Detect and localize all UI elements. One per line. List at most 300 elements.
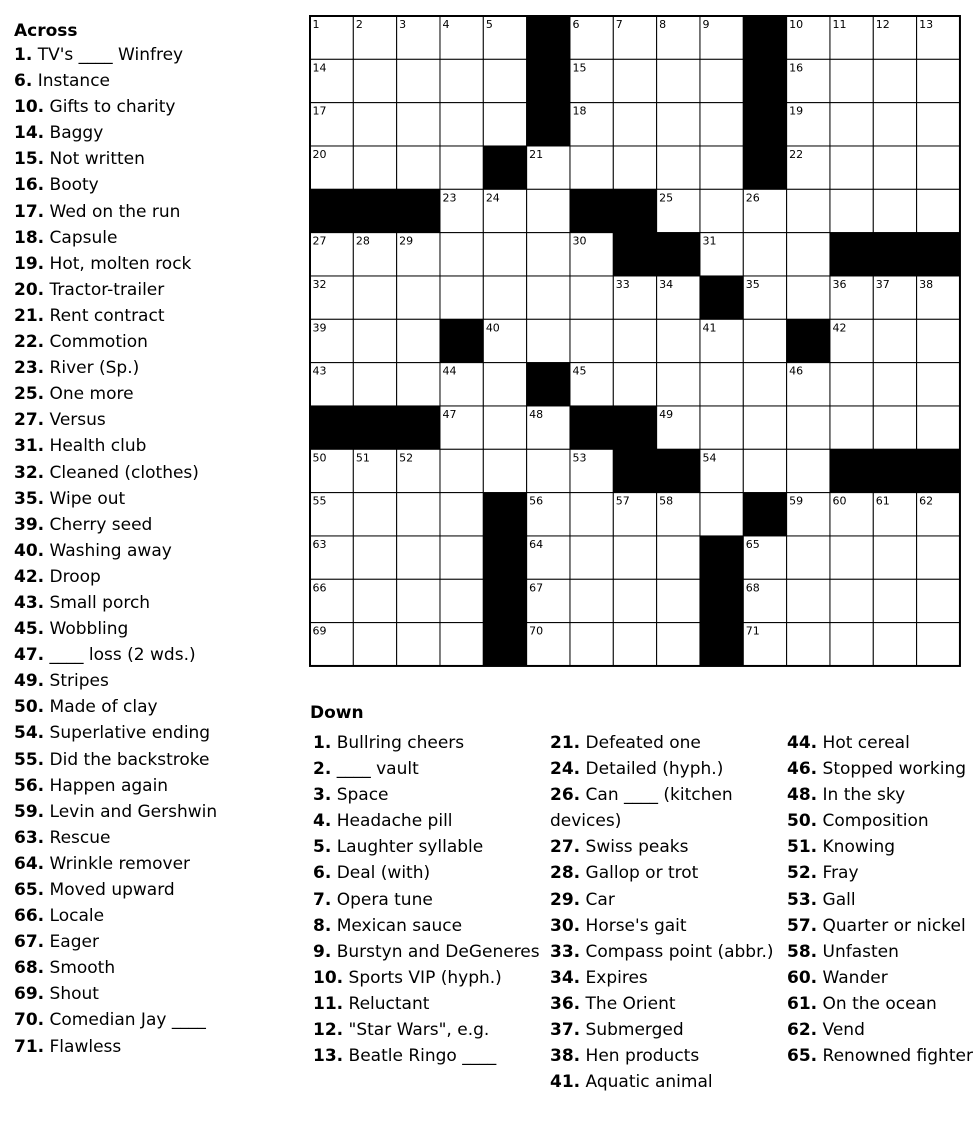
grid-cell[interactable] <box>483 449 526 492</box>
grid-block <box>613 449 656 492</box>
clue-text: One more <box>49 384 134 405</box>
grid-cell[interactable] <box>830 623 873 666</box>
clue-number: 66. <box>14 906 45 927</box>
clue-item <box>14 303 304 329</box>
grid-cell[interactable] <box>613 623 656 666</box>
clue-item <box>787 834 975 860</box>
grid-cell[interactable] <box>397 536 440 579</box>
cell-number: 22 <box>789 147 804 161</box>
grid-cell[interactable] <box>743 406 786 449</box>
grid-cell[interactable] <box>873 319 916 362</box>
grid-block <box>743 59 786 102</box>
cell-number: 52 <box>399 451 414 465</box>
clue-number: 65. <box>14 880 45 900</box>
clue-text: Rent contract <box>49 305 165 326</box>
clue-text: Space <box>336 785 389 806</box>
clue-number: 59. <box>14 801 45 822</box>
cell-number: 18 <box>572 104 587 118</box>
grid-cell[interactable] <box>657 146 700 189</box>
clue-text: Hot, molten rock <box>49 253 192 274</box>
across-clue-list <box>14 42 304 1060</box>
cell-number: 20 <box>312 147 327 161</box>
clue-text: Deal (with) <box>336 863 431 884</box>
grid-cell[interactable] <box>570 319 613 362</box>
grid-cell[interactable] <box>917 146 960 189</box>
grid-cell[interactable] <box>570 579 613 622</box>
clue-item <box>14 538 304 564</box>
grid-cell[interactable] <box>743 449 786 492</box>
grid-cell[interactable] <box>787 449 830 492</box>
grid-cell[interactable] <box>440 579 483 622</box>
clue-item <box>550 965 778 991</box>
grid-cell[interactable] <box>787 406 830 449</box>
grid-cell[interactable] <box>873 406 916 449</box>
cell-number: 28 <box>355 234 370 248</box>
cell-number: 11 <box>832 18 847 31</box>
grid-block <box>743 146 786 189</box>
grid-cell[interactable] <box>917 189 960 232</box>
clue-number: 6. <box>313 863 332 884</box>
grid-cell[interactable] <box>353 146 396 189</box>
cell-number: 2 <box>355 18 363 31</box>
grid-cell[interactable] <box>353 319 396 362</box>
cell-number: 70 <box>529 624 544 638</box>
clue-item <box>14 1034 304 1060</box>
grid-block <box>353 406 396 449</box>
clue-number: 14. <box>14 123 45 144</box>
clue-number: 26. <box>550 785 581 806</box>
clue-text: Happen again <box>49 775 169 796</box>
clue-text: Mexican sauce <box>336 915 463 936</box>
grid-cell[interactable] <box>353 363 396 406</box>
clue-number: 4. <box>313 811 332 832</box>
clue-number: 62. <box>787 1020 818 1041</box>
grid-block <box>527 103 570 146</box>
clue-text: Wrinkle remover <box>49 853 191 874</box>
grid-cell[interactable] <box>917 363 960 406</box>
cell-number: 19 <box>789 104 804 118</box>
clue-text: Comedian Jay ____ <box>49 1010 206 1031</box>
grid-cell[interactable] <box>787 189 830 232</box>
grid-block <box>700 623 743 666</box>
cell-number: 6 <box>572 18 580 31</box>
grid-cell[interactable] <box>613 319 656 362</box>
grid-cell[interactable] <box>613 59 656 102</box>
grid-cell[interactable] <box>657 59 700 102</box>
clue-item <box>14 407 304 433</box>
clue-item <box>787 1017 975 1043</box>
grid-cell[interactable] <box>743 319 786 362</box>
clue-item <box>787 782 975 808</box>
clue-item <box>787 756 975 782</box>
grid-cell[interactable] <box>397 276 440 319</box>
clue-number: 31. <box>14 436 45 457</box>
cell-number: 21 <box>529 147 544 161</box>
grid-cell[interactable] <box>873 579 916 622</box>
grid-cell[interactable] <box>483 276 526 319</box>
grid-cell[interactable] <box>397 363 440 406</box>
cell-number: 58 <box>659 494 674 508</box>
grid-cell[interactable] <box>440 623 483 666</box>
grid-cell[interactable] <box>353 579 396 622</box>
grid-cell[interactable] <box>787 233 830 276</box>
grid-cell[interactable] <box>397 59 440 102</box>
clue-item <box>787 730 975 756</box>
clue-text: River (Sp.) <box>49 358 140 379</box>
clue-number: 37. <box>550 1020 581 1041</box>
grid-cell[interactable] <box>830 103 873 146</box>
clue-text: Aquatic animal <box>585 1072 713 1093</box>
grid-cell[interactable] <box>700 363 743 406</box>
clue-item <box>14 773 304 799</box>
grid-cell[interactable] <box>397 579 440 622</box>
clue-text: Shout <box>49 984 99 1005</box>
grid-cell[interactable] <box>353 623 396 666</box>
clue-text: Fray <box>822 863 859 884</box>
clue-item <box>14 199 304 225</box>
across-heading: Across <box>14 21 78 41</box>
grid-block <box>527 16 570 59</box>
cell-number: 14 <box>312 61 327 75</box>
grid-cell[interactable] <box>613 146 656 189</box>
grid-cell[interactable] <box>917 623 960 666</box>
clue-text: Stopped working <box>822 759 967 780</box>
grid-block <box>397 406 440 449</box>
grid-cell[interactable] <box>440 449 483 492</box>
grid-cell[interactable] <box>397 493 440 536</box>
clue-number: 71. <box>14 1036 45 1057</box>
cell-number: 51 <box>355 451 370 465</box>
clue-item <box>313 860 541 886</box>
grid-cell[interactable] <box>700 146 743 189</box>
cell-number: 37 <box>875 277 890 291</box>
grid-cell[interactable] <box>570 536 613 579</box>
grid-cell[interactable] <box>657 579 700 622</box>
clue-number: 10. <box>313 967 344 988</box>
clue-item <box>14 1007 304 1033</box>
clue-item <box>313 782 541 808</box>
grid-block <box>353 189 396 232</box>
grid-cell[interactable] <box>917 536 960 579</box>
clue-item <box>313 991 541 1017</box>
clue-item <box>313 913 541 939</box>
clue-text: Swiss peaks <box>585 837 689 858</box>
clue-text: Wobbling <box>49 619 129 640</box>
grid-cell[interactable] <box>353 276 396 319</box>
clue-number: 49. <box>14 671 45 692</box>
grid-cell[interactable] <box>830 406 873 449</box>
clue-item <box>787 965 975 991</box>
clue-text: Composition <box>822 811 929 832</box>
grid-cell[interactable] <box>527 276 570 319</box>
cell-number: 17 <box>312 104 327 118</box>
clue-item <box>14 94 304 120</box>
cell-number: 5 <box>485 18 493 31</box>
clue-item <box>14 486 304 512</box>
clue-number: 36. <box>550 993 581 1014</box>
grid-cell[interactable] <box>873 363 916 406</box>
grid-cell[interactable] <box>787 623 830 666</box>
cell-number: 42 <box>832 321 847 335</box>
grid-cell[interactable] <box>917 59 960 102</box>
grid-block <box>830 233 873 276</box>
grid-cell[interactable] <box>527 189 570 232</box>
clue-number: 28. <box>550 863 581 884</box>
grid-cell[interactable] <box>787 579 830 622</box>
grid-cell[interactable] <box>440 103 483 146</box>
clue-number: 41. <box>550 1072 581 1093</box>
grid-cell[interactable] <box>353 493 396 536</box>
clue-item <box>313 730 541 756</box>
clue-number: 3. <box>313 785 332 806</box>
grid-cell[interactable] <box>440 146 483 189</box>
clue-number: 13. <box>313 1046 344 1067</box>
clue-number: 33. <box>550 941 581 962</box>
grid-cell[interactable] <box>440 536 483 579</box>
clue-number: 8. <box>313 915 332 936</box>
grid-cell[interactable] <box>527 233 570 276</box>
cell-number: 29 <box>399 234 414 248</box>
clue-text: Defeated one <box>585 733 701 753</box>
clue-text: Cherry seed <box>49 514 153 535</box>
clue-item <box>14 381 304 407</box>
grid-cell[interactable] <box>440 59 483 102</box>
clue-number: 58. <box>787 941 818 962</box>
grid-cell[interactable] <box>570 276 613 319</box>
clue-number: 9. <box>313 941 332 962</box>
grid-cell[interactable] <box>353 536 396 579</box>
cell-number: 71 <box>745 624 760 638</box>
clue-number: 30. <box>550 915 581 936</box>
grid-block <box>917 233 960 276</box>
cell-number: 7 <box>615 18 623 31</box>
cell-number: 44 <box>442 364 457 378</box>
grid-cell[interactable] <box>397 146 440 189</box>
clue-text: Opera tune <box>336 889 433 910</box>
clue-number: 60. <box>787 967 818 988</box>
grid-cell[interactable] <box>830 189 873 232</box>
grid-cell[interactable] <box>657 623 700 666</box>
grid-block <box>830 449 873 492</box>
cell-number: 31 <box>702 234 717 248</box>
clue-item <box>14 903 304 929</box>
grid-block <box>310 406 353 449</box>
cell-number: 10 <box>789 18 804 31</box>
clue-number: 51. <box>787 837 818 858</box>
grid-cell[interactable] <box>873 189 916 232</box>
clue-item <box>787 939 975 965</box>
cell-number: 63 <box>312 537 327 551</box>
cell-number: 30 <box>572 234 587 248</box>
clue-text: Baggy <box>49 123 104 144</box>
clue-number: 22. <box>14 332 45 353</box>
clue-item <box>14 616 304 642</box>
clue-item <box>14 433 304 459</box>
grid-cell[interactable] <box>700 493 743 536</box>
clue-text: Unfasten <box>822 941 899 962</box>
grid-block <box>743 16 786 59</box>
clue-item <box>14 277 304 303</box>
grid-cell[interactable] <box>657 319 700 362</box>
grid-cell[interactable] <box>527 319 570 362</box>
grid-cell[interactable] <box>440 493 483 536</box>
grid-cell[interactable] <box>873 146 916 189</box>
clue-number: 48. <box>787 785 818 806</box>
clue-item <box>787 991 975 1017</box>
cell-number: 9 <box>702 18 710 31</box>
clue-item <box>14 955 304 981</box>
grid-cell[interactable] <box>787 536 830 579</box>
grid-cell[interactable] <box>397 103 440 146</box>
grid-cell[interactable] <box>743 363 786 406</box>
clue-text: Versus <box>49 410 106 431</box>
grid-cell[interactable] <box>353 59 396 102</box>
cell-number: 53 <box>572 451 587 465</box>
grid-block <box>483 493 526 536</box>
clue-text: Beatle Ringo ____ <box>348 1046 497 1067</box>
clue-number: 20. <box>14 279 45 300</box>
grid-cell[interactable] <box>613 579 656 622</box>
grid-block <box>657 449 700 492</box>
grid-cell[interactable] <box>873 59 916 102</box>
clue-text: Commotion <box>49 332 148 353</box>
clue-text: ____ vault <box>336 759 419 780</box>
grid-cell[interactable] <box>613 363 656 406</box>
clue-text: Hen products <box>585 1046 700 1067</box>
grid-cell[interactable] <box>830 59 873 102</box>
clue-number: 44. <box>787 733 818 753</box>
cell-number: 41 <box>702 321 717 335</box>
clue-item <box>14 825 304 851</box>
grid-cell[interactable] <box>700 103 743 146</box>
grid-cell[interactable] <box>700 59 743 102</box>
clue-number: 5. <box>313 837 332 858</box>
clue-item <box>787 808 975 834</box>
grid-cell[interactable] <box>917 319 960 362</box>
clue-number: 7. <box>313 889 332 910</box>
grid-cell[interactable] <box>613 536 656 579</box>
grid-block <box>440 319 483 362</box>
grid-block <box>613 233 656 276</box>
clue-number: 56. <box>14 775 45 796</box>
clue-text: Booty <box>49 175 99 196</box>
cell-number: 45 <box>572 364 587 378</box>
cell-number: 50 <box>312 451 327 465</box>
cell-number: 46 <box>789 364 804 378</box>
grid-cell[interactable] <box>657 363 700 406</box>
clue-item <box>14 355 304 381</box>
clue-number: 27. <box>550 837 581 858</box>
grid-cell[interactable] <box>830 363 873 406</box>
clue-text: Gall <box>822 889 856 910</box>
grid-cell[interactable] <box>917 406 960 449</box>
grid-cell[interactable] <box>483 363 526 406</box>
grid-cell[interactable] <box>657 536 700 579</box>
grid-block <box>657 233 700 276</box>
clue-number: 39. <box>14 514 45 535</box>
down-clues-column-3 <box>787 730 975 1069</box>
grid-cell[interactable] <box>657 103 700 146</box>
clue-text: Gifts to charity <box>49 97 176 118</box>
grid-cell[interactable] <box>787 276 830 319</box>
cell-number: 36 <box>832 277 847 291</box>
grid-block <box>700 276 743 319</box>
grid-cell[interactable] <box>917 103 960 146</box>
grid-cell[interactable] <box>440 276 483 319</box>
clue-number: 70. <box>14 1010 45 1031</box>
clue-item <box>787 1043 975 1069</box>
grid-cell[interactable] <box>527 449 570 492</box>
clue-item <box>14 42 304 68</box>
grid-cell[interactable] <box>830 536 873 579</box>
clue-text: Horse's gait <box>585 915 687 936</box>
clue-number: 35. <box>14 488 45 509</box>
grid-cell[interactable] <box>743 233 786 276</box>
cell-number: 26 <box>745 191 760 205</box>
clue-item <box>313 965 541 991</box>
grid-cell[interactable] <box>483 406 526 449</box>
clue-text: ____ loss (2 wds.) <box>49 645 196 666</box>
clue-item <box>14 512 304 538</box>
clue-item <box>14 720 304 746</box>
clue-text: Vend <box>822 1020 865 1041</box>
grid-block <box>873 449 916 492</box>
grid-cell[interactable] <box>483 59 526 102</box>
clue-number: 57. <box>787 915 818 936</box>
grid-cell[interactable] <box>570 146 613 189</box>
cell-number: 47 <box>442 407 457 421</box>
grid-block <box>570 189 613 232</box>
clue-text: Not written <box>49 149 145 170</box>
grid-cell[interactable] <box>397 319 440 362</box>
grid-cell[interactable] <box>917 579 960 622</box>
clue-number: 29. <box>550 889 581 910</box>
clue-text: Detailed (hyph.) <box>585 759 724 780</box>
grid-cell[interactable] <box>397 623 440 666</box>
clue-number: 65. <box>787 1046 818 1067</box>
grid-cell[interactable] <box>440 233 483 276</box>
grid-cell[interactable] <box>483 233 526 276</box>
clue-item <box>14 329 304 355</box>
grid-cell[interactable] <box>873 623 916 666</box>
grid-cell[interactable] <box>570 493 613 536</box>
grid-cell[interactable] <box>873 536 916 579</box>
grid-block <box>527 59 570 102</box>
clue-number: 61. <box>787 993 818 1014</box>
grid-cell[interactable] <box>700 189 743 232</box>
clue-number: 45. <box>14 619 45 640</box>
grid-cell[interactable] <box>830 146 873 189</box>
grid-cell[interactable] <box>700 406 743 449</box>
grid-cell[interactable] <box>873 103 916 146</box>
cell-number: 60 <box>832 494 847 508</box>
grid-cell[interactable] <box>483 103 526 146</box>
clue-item <box>550 1069 778 1095</box>
grid-cell[interactable] <box>613 103 656 146</box>
clue-item <box>550 860 778 886</box>
clue-text: Car <box>585 889 615 910</box>
clue-item <box>550 834 778 860</box>
clue-text: Headache pill <box>336 811 453 832</box>
grid-cell[interactable] <box>353 103 396 146</box>
grid-cell[interactable] <box>570 623 613 666</box>
cell-number: 27 <box>312 234 327 248</box>
clue-number: 10. <box>14 97 45 118</box>
clue-text: Stripes <box>49 671 109 692</box>
grid-cell[interactable] <box>830 579 873 622</box>
clue-number: 23. <box>14 358 45 379</box>
grid-block <box>787 319 830 362</box>
